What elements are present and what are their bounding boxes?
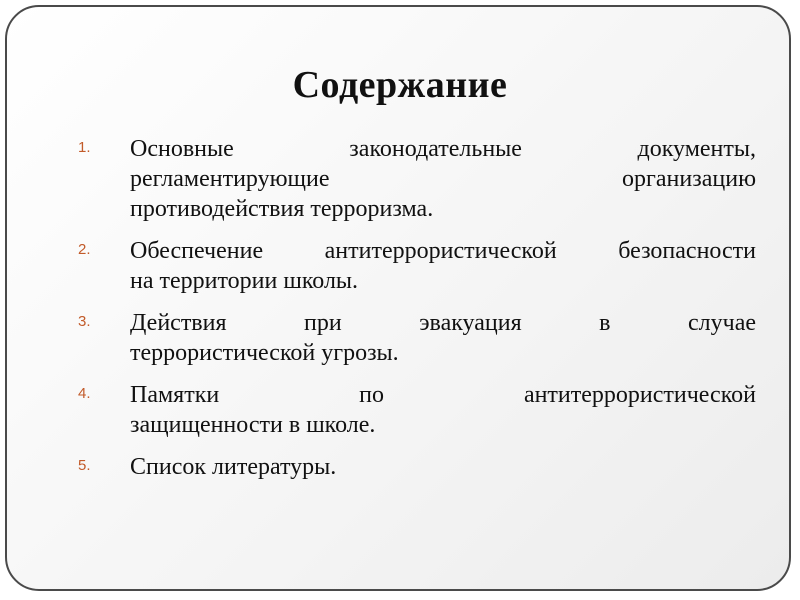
list-item-line: Список литературы.: [130, 454, 337, 480]
list-item-text: [130, 236, 756, 296]
list-item-line: Памятки по антитеррористической: [130, 382, 756, 408]
list-item-line: противодействия терроризма.: [130, 196, 434, 222]
list-item-line: регламентирующие организацию: [130, 166, 756, 192]
list-item: [78, 380, 756, 440]
list-item-text: [130, 134, 756, 224]
list-item: [78, 134, 756, 224]
contents-list: [78, 134, 756, 494]
list-item-line: на территории школы.: [130, 268, 359, 294]
slide-title: Содержание: [292, 64, 508, 106]
list-item: [78, 236, 756, 296]
list-number: 2.: [78, 241, 91, 258]
list-item-line: террористической угрозы.: [130, 340, 399, 366]
list-item-text: [130, 380, 756, 440]
list-item-line: Обеспечение антитеррористической безопасности: [130, 238, 756, 264]
list-item: [78, 452, 756, 482]
list-number: 1.: [78, 139, 91, 156]
list-number: 5.: [78, 457, 91, 474]
list-item: [78, 308, 756, 368]
list-item-text: [130, 308, 756, 368]
list-number: 4.: [78, 385, 91, 402]
list-number: 3.: [78, 313, 91, 330]
list-item-line: Основные законодательные документы,: [130, 136, 756, 162]
list-item-line: Действия при эвакуация в случае: [130, 310, 756, 336]
list-item-line: защищенности в школе.: [130, 412, 376, 438]
list-item-text: [130, 452, 756, 482]
